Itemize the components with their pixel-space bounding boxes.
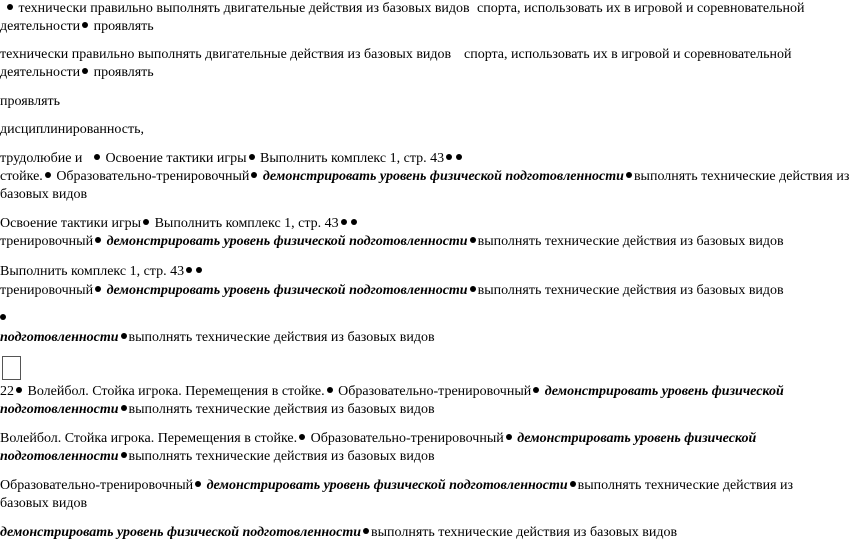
text-line	[0, 401, 435, 418]
text-span: демонстрировать уровень физической подготовленности	[106, 283, 468, 298]
text-span: Выполнить комплекс 1, стр. 43	[260, 151, 445, 166]
text-span: технически правильно выполнять двигательные действия из базовых видов	[18, 1, 470, 16]
bullet-icon	[45, 172, 51, 178]
text-span: 22	[0, 384, 14, 399]
bullet-icon	[446, 154, 452, 160]
text-line	[0, 477, 793, 494]
bullet-icon	[327, 387, 333, 393]
text-line	[0, 186, 87, 203]
text-span: Волейбол. Стойка игрока. Перемещения в стойке.	[0, 431, 298, 446]
text-span: тренировочный	[0, 283, 94, 298]
text-span: выполнять технические действия из базовых видов	[477, 283, 784, 298]
bullet-icon	[7, 4, 13, 10]
bullet-icon	[121, 452, 127, 458]
text-line	[0, 495, 87, 512]
text-line	[0, 46, 451, 63]
bullet-icon	[196, 267, 202, 273]
bullet-icon	[626, 172, 632, 178]
text-line	[0, 215, 359, 232]
text-span: трудолюбие и	[0, 151, 83, 166]
text-span: выполнять технические действия из базовых видов	[128, 449, 435, 464]
text-line	[0, 448, 435, 465]
text-span: выполнять технические действия из	[633, 169, 849, 184]
text-span: проявлять	[0, 94, 61, 109]
text-span: демонстрировать уровень физической подготовленности	[106, 234, 468, 249]
bullet-icon	[299, 434, 305, 440]
text-span: демонстрировать уровень физической	[517, 431, 757, 446]
text-line	[0, 64, 154, 81]
text-line	[0, 18, 154, 35]
text-span: подготовленности	[0, 402, 119, 417]
text-span: Освоение тактики игры	[105, 151, 247, 166]
text-span: выполнять технические действия из базовых видов	[128, 330, 435, 345]
bullet-icon	[94, 154, 100, 160]
text-line	[0, 121, 144, 138]
bullet-icon	[251, 172, 257, 178]
bullet-icon	[506, 434, 512, 440]
bullet-icon	[95, 237, 101, 243]
bullet-icon	[470, 286, 476, 292]
bullet-icon	[95, 286, 101, 292]
text-line	[0, 383, 784, 400]
text-span: технически правильно выполнять двигательные действия из базовых видов	[0, 47, 452, 62]
text-span: Образовательно-тренировочный	[0, 478, 194, 493]
text-span: базовых видов	[0, 187, 88, 202]
text-line	[0, 310, 8, 327]
text-span: Образовательно-тренировочный	[310, 431, 504, 446]
bullet-icon	[363, 528, 369, 534]
text-span: стойке.	[0, 169, 43, 184]
text-span: Волейбол. Стойка игрока. Перемещения в стойке.	[27, 384, 325, 399]
text-span: Выполнить комплекс 1, стр. 43	[0, 264, 185, 279]
text-span: спорта, использовать их в игровой и соревновательной	[464, 47, 792, 62]
text-span: демонстрировать уровень физической подготовленности	[262, 169, 624, 184]
text-span: проявлять	[93, 65, 154, 80]
text-line	[0, 93, 60, 110]
text-span: выполнять технические действия из базовых видов	[128, 402, 435, 417]
text-line	[0, 524, 677, 541]
bullet-icon	[249, 154, 255, 160]
bullet-icon	[470, 237, 476, 243]
text-line	[0, 168, 849, 185]
bullet-icon	[0, 314, 6, 320]
bullet-icon	[570, 481, 576, 487]
bullet-icon	[533, 387, 539, 393]
text-span: деятельности	[0, 65, 81, 80]
text-span: Освоение тактики игры	[0, 216, 142, 231]
bullet-icon	[121, 405, 127, 411]
text-span: базовых видов	[0, 496, 88, 511]
bullet-icon	[82, 22, 88, 28]
text-span: демонстрировать уровень физической	[544, 384, 784, 399]
text-span: выполнять технические действия из базовых видов	[371, 525, 678, 540]
text-line	[0, 150, 464, 167]
text-span: выполнять технические действия из	[577, 478, 794, 493]
text-span: Выполнить комплекс 1, стр. 43	[154, 216, 339, 231]
text-span: подготовленности	[0, 330, 119, 345]
bullet-icon	[195, 481, 201, 487]
bullet-icon	[121, 333, 127, 339]
text-span: демонстрировать уровень физической подготовленности	[0, 525, 362, 540]
bullet-icon	[341, 219, 347, 225]
text-span: дисциплинированность,	[0, 122, 144, 137]
text-span: Образовательно-тренировочный	[56, 169, 250, 184]
bullet-icon	[82, 68, 88, 74]
text-span: демонстрировать уровень физической подготовленности	[206, 478, 568, 493]
text-span: выполнять технические действия из базовых видов	[477, 234, 784, 249]
bullet-icon	[456, 154, 462, 160]
text-line	[0, 233, 784, 250]
text-line	[477, 0, 804, 17]
text-line	[464, 46, 791, 63]
text-span: тренировочный	[0, 234, 94, 249]
bullet-icon	[16, 387, 22, 393]
text-span: Образовательно-тренировочный	[338, 384, 532, 399]
text-line	[0, 329, 435, 346]
text-line	[0, 430, 756, 447]
bullet-icon	[186, 267, 192, 273]
bullet-icon	[351, 219, 357, 225]
text-line	[0, 263, 204, 280]
text-span: спорта, использовать их в игровой и соревновательной	[477, 1, 805, 16]
text-line	[0, 282, 784, 299]
text-span: проявлять	[93, 19, 154, 34]
empty-box	[2, 356, 21, 380]
text-line	[0, 0, 470, 17]
bullet-icon	[143, 219, 149, 225]
text-span: подготовленности	[0, 449, 119, 464]
text-span: деятельности	[0, 19, 81, 34]
